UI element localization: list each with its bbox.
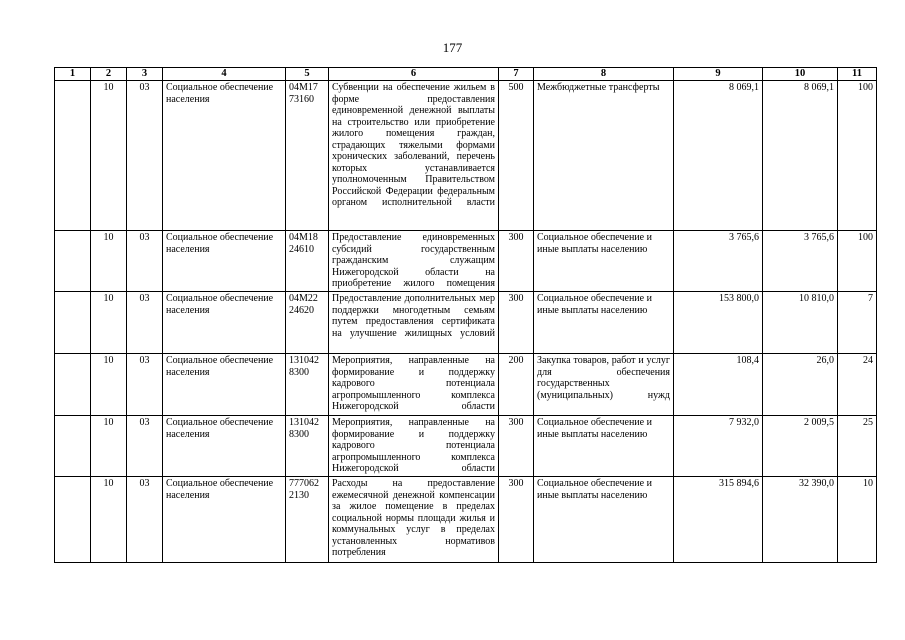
section-name: Социальное обеспечение населения (163, 477, 286, 563)
section-name: Социальное обеспечение населения (163, 231, 286, 292)
executed-amount: 8 069,1 (763, 81, 838, 231)
subsection-code: 03 (127, 81, 163, 231)
execution-percent: 100 (838, 231, 877, 292)
section-name: Социальное обеспечение населения (163, 354, 286, 416)
column-header: 7 (499, 68, 534, 81)
column-header: 1 (55, 68, 91, 81)
table-row (55, 231, 877, 292)
expense-type-code: 500 (499, 81, 534, 231)
section-code: 10 (91, 231, 127, 292)
target-article-code: 04М22 24620 (286, 292, 329, 354)
executed-amount: 2 009,5 (763, 416, 838, 477)
column-header: 6 (329, 68, 499, 81)
planned-amount: 108,4 (674, 354, 763, 416)
column-header: 11 (838, 68, 877, 81)
expense-type-code: 300 (499, 292, 534, 354)
cell-empty (55, 231, 91, 292)
subsection-code: 03 (127, 292, 163, 354)
expense-type-code: 200 (499, 354, 534, 416)
section-code: 10 (91, 354, 127, 416)
executed-amount: 3 765,6 (763, 231, 838, 292)
target-article-code: 777062 2130 (286, 477, 329, 563)
section-name: Социальное обеспечение населения (163, 416, 286, 477)
table-row (55, 477, 877, 563)
expense-type-name: Межбюджетные трансферты (534, 81, 674, 231)
planned-amount: 3 765,6 (674, 231, 763, 292)
expense-description: Субвенции на обеспечение жильем в форме предоставления единовременной денежной выплаты на строительство или приобретение жилого помещения граждан, страдающих тяжелыми формами хронических заболеваний, перечень которых устанавливается уполномоченным Правительством Российской Федерации федеральным органом исполнительной власти (329, 81, 499, 231)
cell-empty (55, 354, 91, 416)
expense-type-name: Социальное обеспечение и иные выплаты населению (534, 477, 674, 563)
target-article-code: 131042 8300 (286, 416, 329, 477)
planned-amount: 315 894,6 (674, 477, 763, 563)
subsection-code: 03 (127, 231, 163, 292)
expense-type-name: Закупка товаров, работ и услуг для обеспечения государственных (муниципальных) нужд (534, 354, 674, 416)
expense-description: Мероприятия, направленные на формирование и поддержку кадрового потенциала агропромышленного комплекса Нижегородской области (329, 354, 499, 416)
section-code: 10 (91, 81, 127, 231)
header-row (55, 68, 877, 81)
cell-empty (55, 477, 91, 563)
expense-description: Предоставление единовременных субсидий государственным гражданским служащим Нижегородской области на приобретение жилого помещения (329, 231, 499, 292)
subsection-code: 03 (127, 354, 163, 416)
expense-type-code: 300 (499, 477, 534, 563)
table-row (55, 354, 877, 416)
column-header: 3 (127, 68, 163, 81)
expense-type-name: Социальное обеспечение и иные выплаты населению (534, 292, 674, 354)
subsection-code: 03 (127, 416, 163, 477)
expense-type-code: 300 (499, 416, 534, 477)
expense-description: Мероприятия, направленные на формирование и поддержку кадрового потенциала агропромышленного комплекса Нижегородской области (329, 416, 499, 477)
budget-table (54, 67, 877, 563)
execution-percent: 7 (838, 292, 877, 354)
subsection-code: 03 (127, 477, 163, 563)
execution-percent: 25 (838, 416, 877, 477)
cell-empty (55, 81, 91, 231)
execution-percent: 10 (838, 477, 877, 563)
column-header: 2 (91, 68, 127, 81)
column-header: 4 (163, 68, 286, 81)
table-row (55, 416, 877, 477)
expense-type-name: Социальное обеспечение и иные выплаты населению (534, 416, 674, 477)
planned-amount: 7 932,0 (674, 416, 763, 477)
column-header: 5 (286, 68, 329, 81)
execution-percent: 24 (838, 354, 877, 416)
target-article-code: 04М17 73160 (286, 81, 329, 231)
table-row (55, 81, 877, 231)
target-article-code: 04М18 24610 (286, 231, 329, 292)
expense-description: Предоставление дополнительных мер поддержки многодетным семьям путем предоставления сертификата на улучшение жилищных условий (329, 292, 499, 354)
executed-amount: 32 390,0 (763, 477, 838, 563)
section-code: 10 (91, 416, 127, 477)
executed-amount: 10 810,0 (763, 292, 838, 354)
table-row (55, 292, 877, 354)
section-code: 10 (91, 477, 127, 563)
column-header: 9 (674, 68, 763, 81)
expense-type-name: Социальное обеспечение и иные выплаты населению (534, 231, 674, 292)
page-number: 177 (442, 40, 463, 55)
section-code: 10 (91, 292, 127, 354)
cell-empty (55, 416, 91, 477)
execution-percent: 100 (838, 81, 877, 231)
section-name: Социальное обеспечение населения (163, 292, 286, 354)
column-header: 8 (534, 68, 674, 81)
target-article-code: 131042 8300 (286, 354, 329, 416)
cell-empty (55, 292, 91, 354)
planned-amount: 153 800,0 (674, 292, 763, 354)
expense-type-code: 300 (499, 231, 534, 292)
executed-amount: 26,0 (763, 354, 838, 416)
column-header: 10 (763, 68, 838, 81)
planned-amount: 8 069,1 (674, 81, 763, 231)
expense-description: Расходы на предоставление ежемесячной денежной компенсации за жилое помещение в пределах социальной нормы площади жилья и коммунальных услуг в пределах установленных нормативов потребления (329, 477, 499, 563)
section-name: Социальное обеспечение населения (163, 81, 286, 231)
